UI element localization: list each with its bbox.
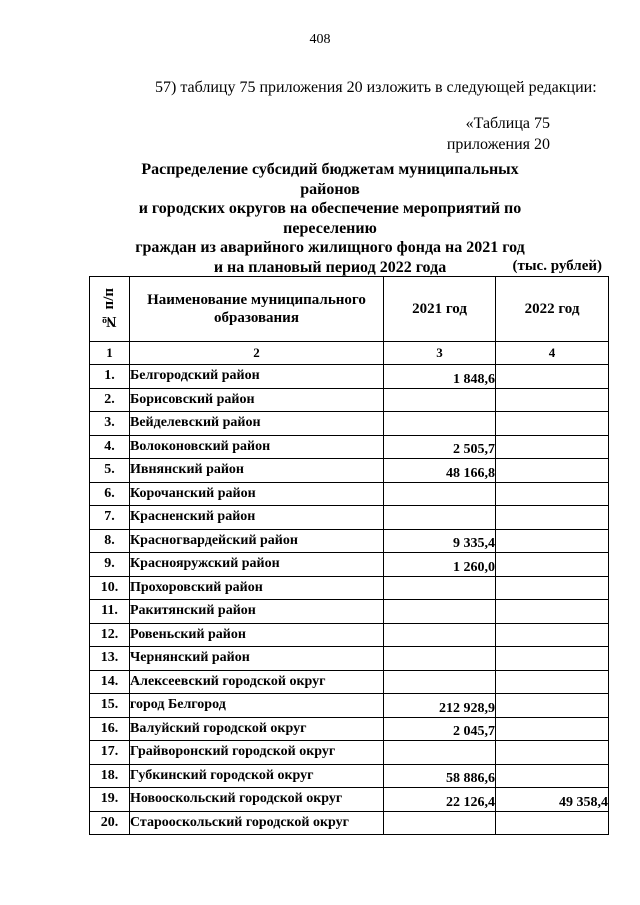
value-2021-cell: 2 045,7: [384, 717, 496, 741]
value-2022-cell: [496, 435, 609, 459]
value-2021-cell: [384, 412, 496, 436]
header-2021: 2021 год: [384, 277, 496, 342]
table-row: [90, 459, 609, 483]
value-2021-cell: 48 166,8: [384, 459, 496, 483]
value-2022-cell: 49 358,4: [496, 788, 609, 812]
value-2022-cell: [496, 811, 609, 835]
column-number: 2: [130, 342, 384, 365]
table-row: [90, 482, 609, 506]
row-number-cell: 8.: [90, 529, 130, 553]
table-row: [90, 741, 609, 765]
value-2021-cell: 1 848,6: [384, 365, 496, 389]
row-number-cell: 2.: [90, 388, 130, 412]
table-row: [90, 717, 609, 741]
table-row: [90, 553, 609, 577]
value-2021-cell: [384, 506, 496, 530]
value-2022-cell: [496, 482, 609, 506]
municipality-name-cell: Прохоровский район: [130, 576, 384, 600]
column-numbers-row: [90, 342, 609, 365]
municipality-name-cell: Белгородский район: [130, 365, 384, 389]
table-row: [90, 600, 609, 624]
municipality-name-cell: Ровеньский район: [130, 623, 384, 647]
row-number-cell: 3.: [90, 412, 130, 436]
municipality-name-cell: город Белгород: [130, 694, 384, 718]
value-2022-cell: [496, 717, 609, 741]
row-number-cell: 11.: [90, 600, 130, 624]
units-label: (тыс. рублей): [512, 258, 602, 274]
subsidies-table: [89, 276, 609, 835]
header-number-label: № п/п: [101, 288, 117, 330]
value-2022-cell: [496, 647, 609, 671]
row-number-cell: 4.: [90, 435, 130, 459]
column-number: 1: [90, 342, 130, 365]
value-2021-cell: 2 505,7: [384, 435, 496, 459]
municipality-name-cell: Борисовский район: [130, 388, 384, 412]
value-2022-cell: [496, 600, 609, 624]
value-2021-cell: 58 886,6: [384, 764, 496, 788]
heading-line: граждан из аварийного жилищного фонда на 2021 год: [135, 239, 525, 256]
municipality-name-cell: Ракитянский район: [130, 600, 384, 624]
value-2022-cell: [496, 764, 609, 788]
row-number-cell: 12.: [90, 623, 130, 647]
table-row: [90, 670, 609, 694]
value-2021-cell: 212 928,9: [384, 694, 496, 718]
value-2022-cell: [496, 553, 609, 577]
value-2021-cell: [384, 670, 496, 694]
row-number-cell: 13.: [90, 647, 130, 671]
municipality-name-cell: Вейделевский район: [130, 412, 384, 436]
table-row: [90, 623, 609, 647]
table-row: [90, 647, 609, 671]
table-header-row: [90, 277, 609, 342]
row-number-cell: 20.: [90, 811, 130, 835]
value-2021-cell: [384, 741, 496, 765]
municipality-name-cell: Волоконовский район: [130, 435, 384, 459]
municipality-name-cell: Ивнянский район: [130, 459, 384, 483]
municipality-name-cell: Алексеевский городской округ: [130, 670, 384, 694]
municipality-name-cell: Чернянский район: [130, 647, 384, 671]
value-2021-cell: 22 126,4: [384, 788, 496, 812]
municipality-name-cell: Новооскольский городской округ: [130, 788, 384, 812]
table-row: [90, 388, 609, 412]
value-2022-cell: [496, 506, 609, 530]
value-2022-cell: [496, 388, 609, 412]
table-row: [90, 694, 609, 718]
table-row: [90, 529, 609, 553]
value-2021-cell: 1 260,0: [384, 553, 496, 577]
municipality-name-cell: Корочанский район: [130, 482, 384, 506]
municipality-name-cell: Валуйский городской округ: [130, 717, 384, 741]
table-row: [90, 811, 609, 835]
municipality-name-cell: Краснояружский район: [130, 553, 384, 577]
table-row: [90, 788, 609, 812]
value-2021-cell: 9 335,4: [384, 529, 496, 553]
header-number: [90, 277, 130, 342]
value-2021-cell: [384, 647, 496, 671]
value-2021-cell: [384, 600, 496, 624]
row-number-cell: 15.: [90, 694, 130, 718]
value-2022-cell: [496, 741, 609, 765]
table-row: [90, 506, 609, 530]
row-number-cell: 14.: [90, 670, 130, 694]
municipality-name-cell: Грайворонский городской округ: [130, 741, 384, 765]
municipality-name-cell: Красненский район: [130, 506, 384, 530]
table-reference-line: «Таблица 75: [465, 115, 550, 132]
column-number: 4: [496, 342, 609, 365]
row-number-cell: 16.: [90, 717, 130, 741]
table-reference-line: приложения 20: [446, 136, 550, 153]
column-number: 3: [384, 342, 496, 365]
municipality-name-cell: Красногвардейский район: [130, 529, 384, 553]
value-2021-cell: [384, 482, 496, 506]
header-2022: 2022 год: [496, 277, 609, 342]
municipality-name-cell: Губкинский городской округ: [130, 764, 384, 788]
row-number-cell: 18.: [90, 764, 130, 788]
page-number: 408: [309, 32, 331, 47]
value-2022-cell: [496, 365, 609, 389]
heading-line: и городских округов на обеспечение мероприятий по переселению: [138, 200, 522, 237]
value-2021-cell: [384, 388, 496, 412]
value-2021-cell: [384, 623, 496, 647]
heading-line: Распределение субсидий бюджетам муниципальных районов: [141, 161, 519, 198]
table-row: [90, 576, 609, 600]
row-number-cell: 9.: [90, 553, 130, 577]
row-number-cell: 6.: [90, 482, 130, 506]
municipality-name-cell: Старооскольский городской округ: [130, 811, 384, 835]
value-2022-cell: [496, 623, 609, 647]
intro-text: 57) таблицу 75 приложения 20 изложить в следующей редакции:: [155, 79, 597, 96]
row-number-cell: 10.: [90, 576, 130, 600]
header-name: Наименование муниципального образования: [130, 277, 384, 342]
table-row: [90, 435, 609, 459]
value-2022-cell: [496, 529, 609, 553]
row-number-cell: 19.: [90, 788, 130, 812]
table-row: [90, 412, 609, 436]
row-number-cell: 17.: [90, 741, 130, 765]
value-2022-cell: [496, 694, 609, 718]
row-number-cell: 1.: [90, 365, 130, 389]
value-2022-cell: [496, 576, 609, 600]
table-row: [90, 365, 609, 389]
value-2022-cell: [496, 459, 609, 483]
value-2021-cell: [384, 576, 496, 600]
value-2022-cell: [496, 670, 609, 694]
table-reference: [400, 113, 550, 155]
table-row: [90, 764, 609, 788]
row-number-cell: 7.: [90, 506, 130, 530]
value-2021-cell: [384, 811, 496, 835]
row-number-cell: 5.: [90, 459, 130, 483]
value-2022-cell: [496, 412, 609, 436]
heading-line: и на плановый период 2022 года: [213, 258, 447, 276]
